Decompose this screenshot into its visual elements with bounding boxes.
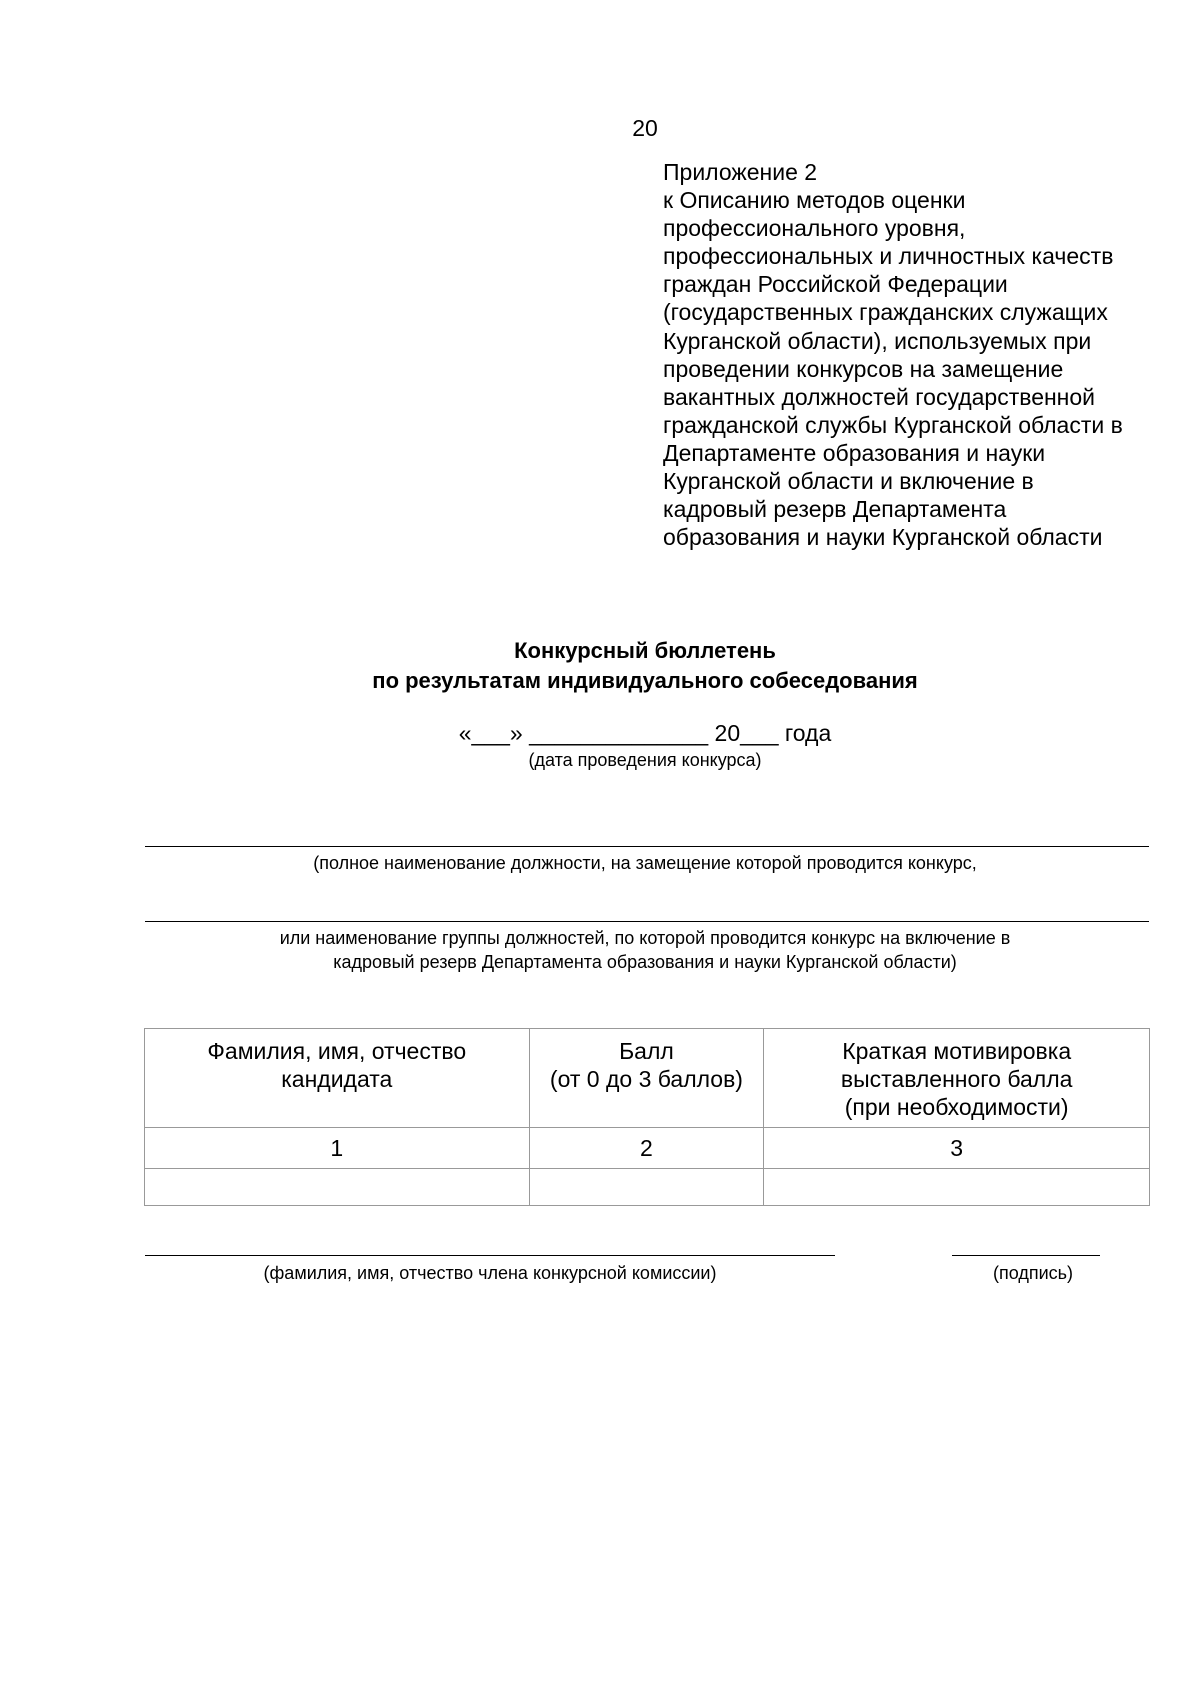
page-number: 20 [632, 115, 658, 141]
table-row [145, 1169, 1150, 1206]
appendix-line: Курганской области), используемых при [663, 327, 1092, 354]
empty-cell-score [529, 1169, 764, 1206]
position-caption-2b: кадровый резерв Департамента образования и науки Курганской области) [333, 952, 957, 972]
appendix-line: проведении конкурсов на замещение [663, 355, 1064, 382]
position-caption-2a: или наименование группы должностей, по которой проводится конкурс на включение в [279, 928, 1011, 948]
position-caption-1: (полное наименование должности, на замещение которой проводится конкурс, [313, 853, 977, 873]
appendix-line: профессиональных и личностных качеств [663, 243, 1114, 270]
signature-rule [952, 1255, 1100, 1256]
title-line-1: Конкурсный бюллетень [514, 638, 776, 663]
appendix-line: Департаменте образования и науки [663, 439, 1046, 466]
title-line-2: по результатам индивидуального собеседования [372, 668, 918, 693]
member-name-caption: (фамилия, имя, отчество члена конкурсной комиссии) [263, 1263, 717, 1283]
header-cell-score: Балл (от 0 до 3 баллов) [529, 1029, 764, 1128]
appendix-line: вакантных должностей государственной [663, 383, 1096, 410]
date-caption: (дата проведения конкурса) [528, 750, 762, 770]
signature-caption: (подпись) [992, 1263, 1074, 1283]
table-header-row [145, 1029, 1150, 1128]
appendix-line: кадровый резерв Департамента [663, 496, 1007, 523]
column-number-cell: 3 [764, 1128, 1150, 1169]
member-name-rule [145, 1255, 835, 1256]
column-number-cell: 1 [145, 1128, 530, 1169]
appendix-line: к Описанию методов оценки [663, 187, 966, 214]
appendix-line: образования и науки Курганской области [663, 524, 1103, 551]
appendix-line: Курганской области и включение в [663, 468, 1034, 495]
empty-cell-name [145, 1169, 530, 1206]
table-row [145, 1128, 1150, 1169]
appendix-line: Приложение 2 [663, 159, 818, 185]
header-cell-motivation: Краткая мотивировка выставленного балла (при необходимости) [764, 1029, 1150, 1128]
empty-cell-motivation [764, 1169, 1150, 1206]
date-line: «___» ______________ 20___ года [458, 720, 832, 746]
position-rule-1 [145, 846, 1149, 847]
appendix-line: граждан Российской Федерации [663, 271, 1008, 298]
appendix-line: гражданской службы Курганской области в [663, 411, 1123, 438]
position-rule-2 [145, 921, 1149, 922]
bulletin-title [0, 636, 1200, 696]
header-cell-name: Фамилия, имя, отчество кандидата [145, 1029, 530, 1128]
column-number-cell: 2 [529, 1128, 764, 1169]
appendix-block [663, 158, 1183, 551]
appendix-line: профессионального уровня, [663, 215, 966, 242]
score-table [144, 1028, 1150, 1206]
appendix-line: (государственных гражданских служащих [663, 299, 1108, 326]
